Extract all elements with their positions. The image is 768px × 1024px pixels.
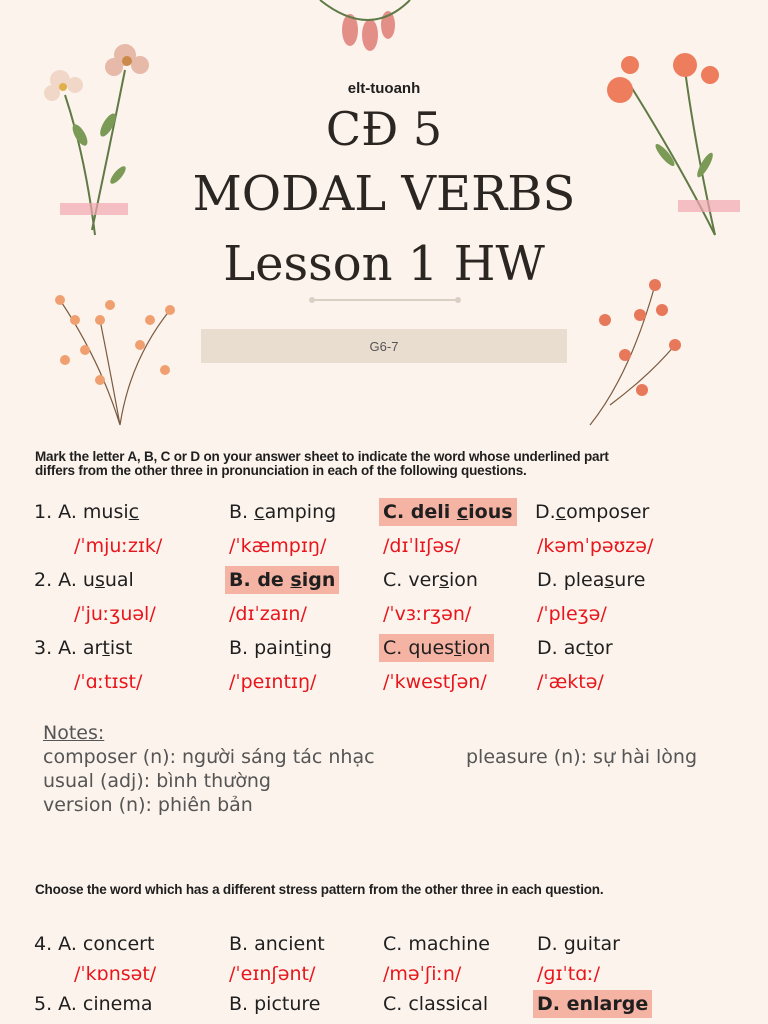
q2-option-d: D. pleasure — [537, 569, 646, 591]
question-4-ipa — [0, 960, 768, 990]
page-title-line3: Lesson 1 HW — [223, 236, 545, 292]
q4-ipa-a: /ˈkɒnsət/ — [74, 963, 157, 985]
q4-option-d: D. guitar — [537, 933, 620, 955]
note-usual: usual (adj): bình thường — [43, 770, 271, 792]
q1-option-a: 1. A. music — [34, 501, 140, 523]
q3-option-c-answer: C. question — [379, 634, 494, 662]
q3-ipa-b: /ˈpeɪntɪŋ/ — [229, 671, 317, 693]
floral-decoration-top — [300, 0, 430, 60]
question-2-ipa — [0, 600, 768, 630]
brand-name: elt-tuoanh — [347, 80, 421, 97]
floral-decoration-lower-right — [580, 275, 690, 430]
note-composer: composer (n): người sáng tác nhạc — [43, 746, 375, 768]
q5-option-a: 5. A. cinema — [34, 993, 153, 1015]
section1-instruction: Mark the letter A, B, C or D on your answer sheet to indicate the word whose underlined part differs from the other three in pronunciation in each of the following questions. — [35, 449, 609, 478]
notes-block — [43, 721, 723, 817]
q5-option-c: C. classical — [383, 993, 489, 1015]
q1-ipa-b: /ˈkæmpɪŋ/ — [229, 535, 327, 557]
q2-ipa-c: /ˈvɜːrʒən/ — [383, 603, 472, 625]
question-1-ipa — [0, 532, 768, 562]
q1-option-b: B. camping — [229, 501, 337, 523]
q4-option-b: B. ancient — [229, 933, 325, 955]
question-4-options — [0, 930, 768, 960]
question-2-options — [0, 566, 768, 596]
q2-ipa-d: /ˈpleʒə/ — [537, 603, 607, 625]
q2-ipa-a: /ˈjuːʒuəl/ — [74, 603, 156, 625]
question-5-options — [0, 990, 768, 1020]
grade-level-badge: G6-7 — [201, 329, 567, 363]
q2-ipa-b: /dɪˈzaɪn/ — [229, 603, 307, 625]
page-title-line2: MODAL VERBS — [192, 166, 576, 222]
q1-option-d: D.composer — [535, 501, 650, 523]
notes-heading: Notes: — [43, 722, 105, 744]
q3-ipa-d: /ˈæktə/ — [537, 671, 604, 693]
q3-option-a: 3. A. artist — [34, 637, 133, 659]
q2-option-b-answer: B. de sign — [225, 566, 339, 594]
q3-ipa-c: /ˈkwestʃən/ — [383, 671, 487, 693]
q4-option-c: C. machine — [383, 933, 490, 955]
q4-ipa-d: /ɡɪˈtɑː/ — [537, 963, 601, 985]
q3-option-d: D. actor — [537, 637, 613, 659]
q1-ipa-a: /ˈmjuːzɪk/ — [74, 535, 163, 557]
note-version: version (n): phiên bản — [43, 794, 253, 816]
q3-ipa-a: /ˈɑːtɪst/ — [74, 671, 143, 693]
floral-decoration-lower-left — [40, 280, 190, 430]
q4-option-a: 4. A. concert — [34, 933, 155, 955]
q1-option-c-answer: C. deli cious — [379, 498, 517, 526]
question-3-ipa — [0, 668, 768, 698]
q3-option-b: B. painting — [229, 637, 332, 659]
note-pleasure: pleasure (n): sự hài lòng — [466, 746, 698, 768]
q1-ipa-d: /kəmˈpəʊzə/ — [537, 535, 654, 557]
q2-option-a: 2. A. usual — [34, 569, 134, 591]
title-divider — [312, 299, 458, 301]
question-3-options — [0, 634, 768, 664]
question-1-options — [0, 498, 768, 528]
q4-ipa-c: /məˈʃiːn/ — [383, 963, 462, 985]
page-title-line1: CĐ 5 — [325, 102, 443, 156]
q2-option-c: C. version — [383, 569, 478, 591]
section2-instruction: Choose the word which has a different stress pattern from the other three in each question. — [35, 882, 604, 897]
q5-option-b: B. picture — [229, 993, 321, 1015]
q1-ipa-c: /dɪˈlɪʃəs/ — [383, 535, 461, 557]
q4-ipa-b: /ˈeɪnʃənt/ — [229, 963, 316, 985]
q5-option-d-answer: D. enlarge — [533, 990, 652, 1018]
